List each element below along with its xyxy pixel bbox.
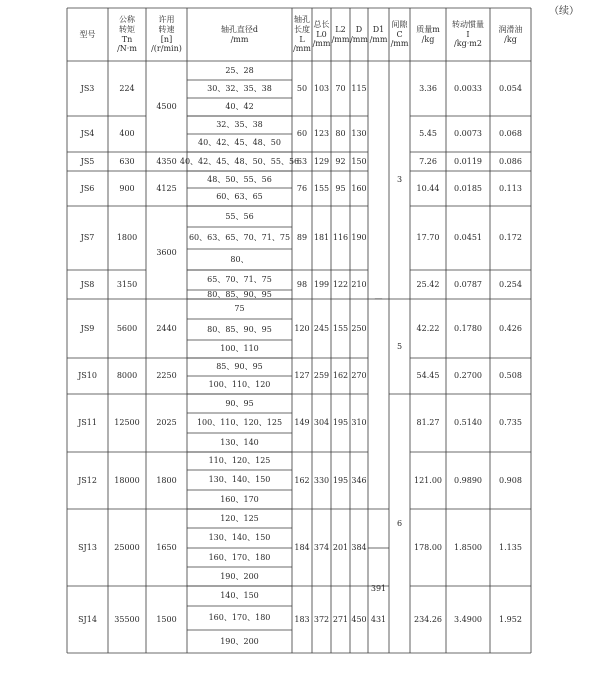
model-cell: JS10 [78, 371, 97, 381]
oil-cell: 0.508 [499, 371, 522, 381]
inertia-cell: 1.8500 [454, 542, 482, 552]
model-cell: JS7 [80, 233, 95, 243]
hub-length-cell: 162 [294, 475, 310, 485]
bore-cell: 40、42、45、48、50 [198, 138, 281, 148]
d-cell: 190 [351, 233, 367, 243]
speed-cell: 1500 [156, 614, 177, 624]
d-cell: 270 [351, 371, 367, 381]
mass-cell: 234.26 [414, 614, 442, 624]
header-model: 型号 [79, 29, 96, 39]
model-cell: JS9 [80, 323, 95, 333]
bore-cell: 160、170、180 [208, 552, 271, 562]
l2-cell: 195 [332, 475, 349, 485]
hub-length-cell: 127 [294, 371, 310, 381]
model-cell: JS5 [80, 156, 95, 166]
total-length-cell: 123 [313, 129, 330, 139]
d1-dash-cell: — [374, 294, 383, 304]
total-length-cell: 245 [313, 323, 330, 333]
speed-cell: 4125 [156, 183, 177, 193]
inertia-cell: 0.1780 [454, 323, 482, 333]
l2-cell: 92 [335, 156, 346, 166]
l2-cell: 195 [332, 418, 349, 428]
mass-cell: 54.45 [416, 371, 440, 381]
d-cell: 210 [351, 279, 367, 289]
hub-length-cell: 149 [294, 418, 310, 428]
bore-cell: 25、28 [225, 65, 254, 75]
torque-cell: 18000 [114, 475, 140, 485]
oil-cell: 0.735 [499, 418, 522, 428]
inertia-cell: 0.0185 [454, 183, 482, 193]
d-cell: 115 [351, 83, 367, 93]
torque-cell: 900 [119, 183, 135, 193]
d-cell: 384 [351, 542, 367, 552]
header-bore: 轴孔直径d /mm [220, 24, 259, 44]
mass-cell: 178.00 [414, 542, 442, 552]
l2-cell: 122 [332, 279, 349, 289]
torque-cell: 224 [119, 83, 135, 93]
hub-length-cell: 120 [294, 323, 310, 333]
d-cell: 150 [351, 156, 367, 166]
header-mass: 质量m /kg [416, 24, 440, 44]
header-speed: 许用 转速 [n] /(r/min) [151, 15, 182, 54]
inertia-cell: 0.0033 [454, 83, 482, 93]
speed-cell: 3600 [156, 247, 177, 257]
hub-length-cell: 50 [296, 83, 308, 93]
total-length-cell: 330 [313, 475, 330, 485]
hub-length-cell: 76 [296, 183, 308, 193]
bore-cell: 110、120、125 [208, 456, 271, 466]
mass-cell: 17.70 [416, 233, 440, 243]
torque-cell: 25000 [114, 542, 140, 552]
bore-cell: 60、63、65 [216, 192, 263, 202]
torque-cell: 8000 [116, 371, 138, 381]
d-cell: 346 [351, 475, 367, 485]
total-length-cell: 155 [313, 183, 330, 193]
model-cell: SJ13 [78, 542, 97, 552]
oil-cell: 0.086 [499, 156, 522, 166]
d-cell: 130 [351, 129, 367, 139]
mass-cell: 25.42 [416, 279, 440, 289]
oil-cell: 0.113 [499, 183, 522, 193]
speed-cell: 2250 [156, 371, 177, 381]
header-oil: 润滑油 /kg [498, 24, 523, 44]
inertia-cell: 0.2700 [454, 371, 482, 381]
l2-cell: 201 [332, 542, 349, 552]
oil-cell: 0.172 [499, 233, 522, 243]
bore-cell: 130、140 [220, 437, 259, 447]
mass-cell: 81.27 [416, 418, 440, 428]
model-cell: SJ14 [78, 614, 97, 624]
hub-length-cell: 89 [296, 233, 308, 243]
d-cell: 160 [351, 183, 367, 193]
bore-cell: 80、 [230, 254, 249, 264]
torque-cell: 400 [119, 129, 135, 139]
inertia-cell: 0.0119 [454, 156, 482, 166]
bore-cell: 160、170 [220, 494, 259, 504]
speed-cell: 2440 [156, 323, 177, 333]
bore-cell: 160、170、180 [208, 613, 271, 623]
bore-cell: 190、200 [220, 571, 259, 581]
continued-label: （续） [549, 6, 579, 17]
bore-cell: 130、140、150 [208, 475, 271, 485]
l2-cell: 162 [332, 371, 349, 381]
bore-cell: 190、200 [220, 636, 259, 646]
total-length-cell: 304 [313, 418, 330, 428]
bore-cell: 40、42 [225, 102, 254, 112]
speed-cell: 2025 [156, 418, 177, 428]
d1-cell: 431 [370, 614, 387, 624]
bore-cell: 65、70、71、75 [207, 275, 272, 285]
mass-cell: 7.26 [419, 156, 437, 166]
bore-cell: 100、110、120、125 [196, 418, 283, 428]
total-length-cell: 181 [313, 233, 330, 243]
oil-cell: 1.952 [499, 614, 522, 624]
oil-cell: 0.254 [499, 279, 522, 289]
hub-length-cell: 98 [296, 279, 308, 289]
total-length-cell: 372 [313, 614, 330, 624]
model-cell: JS8 [80, 279, 95, 289]
bore-cell: 85、90、95 [216, 362, 263, 372]
speed-cell: 4500 [156, 101, 177, 111]
torque-cell: 1800 [116, 233, 138, 243]
header-d: D /mm [350, 24, 368, 44]
total-length-cell: 374 [313, 542, 330, 552]
header-l2: L2 /mm [331, 24, 350, 44]
total-length-cell: 259 [313, 371, 330, 381]
inertia-cell: 0.0451 [454, 233, 482, 243]
model-cell: JS11 [78, 418, 97, 428]
header-d1: D1 /mm [369, 24, 388, 44]
inertia-cell: 0.0787 [454, 279, 482, 289]
gap-cell: 5 [396, 341, 403, 351]
mass-cell: 42.22 [416, 323, 440, 333]
d1-cell: 391 [370, 584, 387, 594]
torque-cell: 35500 [114, 614, 140, 624]
header-inertia: 转动惯量 I /kg·m2 [452, 20, 484, 49]
bore-cell: 100、110 [220, 344, 259, 354]
l2-cell: 70 [335, 83, 346, 93]
speed-cell: 4350 [156, 156, 177, 166]
mass-cell: 121.00 [414, 475, 442, 485]
oil-cell: 0.426 [499, 323, 522, 333]
oil-cell: 0.908 [499, 475, 522, 485]
speed-cell: 1800 [156, 475, 177, 485]
oil-cell: 1.135 [499, 542, 522, 552]
bore-cell: 80、85、90、95 [207, 324, 272, 334]
header-hub-length: 轴孔 长度 L /mm [293, 15, 311, 54]
hub-length-cell: 63 [296, 156, 308, 166]
hub-length-cell: 183 [294, 614, 310, 624]
model-cell: JS6 [80, 183, 95, 193]
header-total-length: 总长 L0 /mm [312, 20, 331, 49]
hub-length-cell: 60 [296, 129, 308, 139]
model-cell: JS4 [80, 129, 95, 139]
bore-cell: 90、95 [225, 398, 254, 408]
bore-cell: 80、85、90、95 [207, 289, 272, 299]
total-length-cell: 103 [313, 83, 330, 93]
d-cell: 310 [351, 418, 367, 428]
l2-cell: 95 [335, 183, 346, 193]
bore-cell: 130、140、150 [208, 533, 271, 543]
torque-cell: 3150 [116, 279, 138, 289]
bore-cell: 30、32、35、38 [207, 84, 272, 94]
inertia-cell: 3.4900 [454, 614, 482, 624]
bore-cell: 75 [234, 304, 245, 314]
bore-cell: 140、150 [220, 591, 259, 601]
bore-cell: 32、35、38 [216, 120, 263, 130]
l2-cell: 116 [332, 233, 349, 243]
header-gap: 间隙 C /mm [390, 20, 409, 49]
hub-length-cell: 184 [294, 542, 310, 552]
inertia-cell: 0.5140 [454, 418, 482, 428]
mass-cell: 3.36 [419, 83, 437, 93]
model-cell: JS3 [80, 83, 95, 93]
l2-cell: 80 [335, 129, 346, 139]
header-torque: 公称 转矩 Tn /N·m [117, 15, 137, 54]
bore-cell: 120、125 [220, 513, 259, 523]
gap-cell: 3 [396, 175, 403, 185]
bore-cell: 60、63、65、70、71、75 [188, 233, 291, 243]
bore-cell: 48、50、55、56 [207, 174, 272, 184]
model-cell: JS12 [78, 475, 97, 485]
torque-cell: 630 [119, 156, 135, 166]
d-cell: 250 [351, 323, 367, 333]
bore-cell: 40、42、45、48、50、55、56 [179, 156, 300, 166]
d-cell: 450 [351, 614, 367, 624]
mass-cell: 10.44 [416, 183, 440, 193]
torque-cell: 12500 [114, 418, 140, 428]
total-length-cell: 129 [313, 156, 330, 166]
bore-cell: 55、56 [225, 211, 254, 221]
l2-cell: 155 [332, 323, 349, 333]
bore-cell: 100、110、120 [208, 380, 271, 390]
inertia-cell: 0.0073 [454, 129, 482, 139]
inertia-cell: 0.9890 [454, 475, 482, 485]
oil-cell: 0.054 [499, 83, 522, 93]
speed-cell: 1650 [156, 542, 177, 552]
l2-cell: 271 [332, 614, 349, 624]
mass-cell: 5.45 [419, 129, 437, 139]
oil-cell: 0.068 [499, 129, 522, 139]
torque-cell: 5600 [116, 323, 138, 333]
gap-cell: 6 [396, 518, 403, 528]
total-length-cell: 199 [313, 279, 330, 289]
